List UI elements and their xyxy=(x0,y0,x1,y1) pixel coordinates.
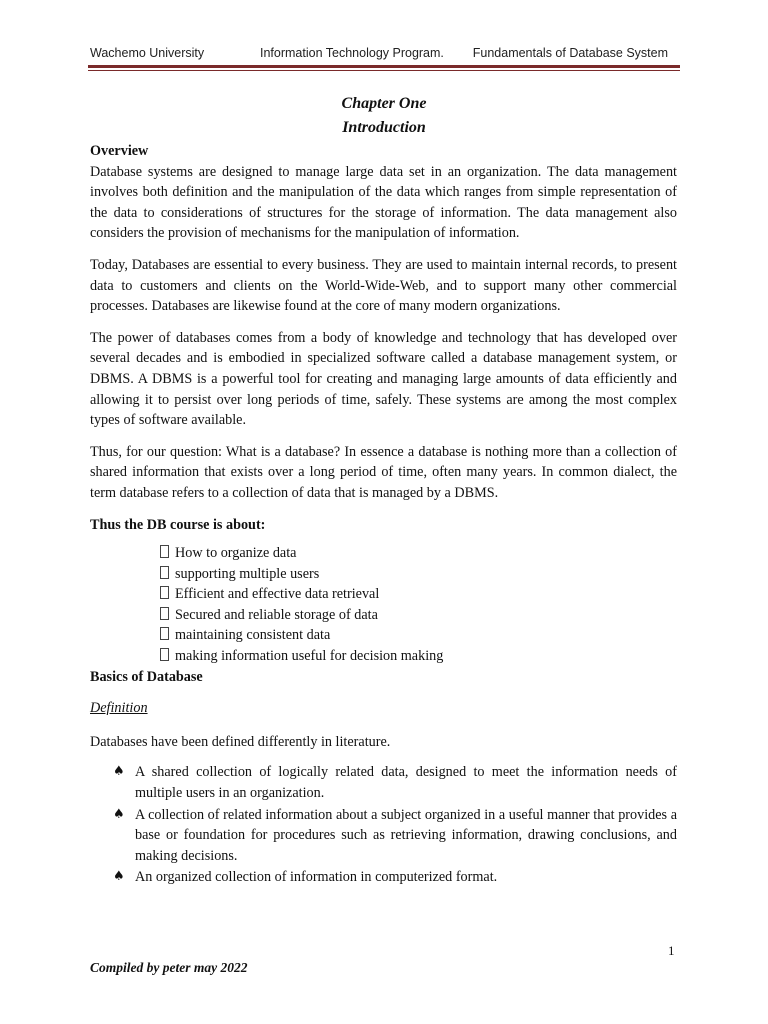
spade-bullet-icon: ♠ xyxy=(113,806,125,822)
topic-text: maintaining consistent data xyxy=(175,627,331,644)
list-item xyxy=(90,762,677,803)
checkbox-glyph-icon xyxy=(160,627,169,640)
checkbox-glyph-icon xyxy=(160,648,169,661)
overview-paragraph-2: Today, Databases are essential to every business. They are used to maintain internal records, to present data to customers and clients on the World-Wide-Web, and to support many other commercial processes. Databases are likewise found at the core of many modern organizations. xyxy=(90,256,677,315)
list-item xyxy=(160,584,677,605)
list-item xyxy=(90,867,677,888)
page-footer: Compiled by peter may 2022 xyxy=(90,960,248,975)
spade-bullet-icon: ♠ xyxy=(113,764,125,780)
overview-paragraph-4: Thus, for our question: What is a database? In essence a database is nothing more than a collection of shared information that exists over a long period of time, often many years. In common dialect, the term database refers to a collection of data that is managed by a DBMS. xyxy=(90,443,677,501)
topic-text: How to organize data xyxy=(175,545,297,562)
definition-text: A collection of related information about a subject organized in a useful manner that provides a base or foundation for procedures such as retrieving information, drawing conclusions, and making decisions. xyxy=(135,806,677,864)
topic-text: supporting multiple users xyxy=(175,565,320,582)
overview-paragraph-1: Database systems are designed to manage large data set in an organization. The data management involves both definition and the manipulation of the data which ranges from simple representation of the data to considerations of structures for the storage of information. The data management also considers the provision of mechanisms for the manipulation of information. xyxy=(90,163,677,242)
header-rule-thin xyxy=(88,70,680,71)
main-content xyxy=(90,141,677,889)
chapter-subtitle: Introduction xyxy=(342,119,426,136)
topic-text: Efficient and effective data retrieval xyxy=(175,586,380,603)
header-program: Information Technology Program. xyxy=(260,46,444,60)
header-rule-thick xyxy=(88,65,680,68)
checkbox-glyph-icon xyxy=(160,586,169,599)
page-header xyxy=(90,46,680,64)
list-item xyxy=(160,625,677,646)
list-item xyxy=(160,605,677,626)
overview-heading: Overview xyxy=(90,143,149,159)
checkbox-glyph-icon xyxy=(160,545,169,558)
list-item xyxy=(160,646,677,667)
course-heading: Thus the DB course is about: xyxy=(90,516,266,533)
definition-heading: Definition xyxy=(90,700,148,717)
definitions-list xyxy=(90,762,677,888)
spade-bullet-icon: ♠ xyxy=(113,869,125,885)
checkbox-glyph-icon xyxy=(160,607,169,620)
overview-paragraph-3: The power of databases comes from a body of knowledge and technology that has developed over several decades and is embodied in specialized software called a database management system, or DBMS. A DBMS is a powerful tool for creating and managing large amounts of data efficiently and allowing it to persist over long periods of time, safely. These systems are among the most complex types of software available. xyxy=(90,329,677,429)
header-course: Fundamentals of Database System xyxy=(472,46,668,60)
list-item xyxy=(90,805,677,867)
list-item xyxy=(160,543,677,564)
definitions-intro: Databases have been defined differently in literature. xyxy=(90,733,391,750)
course-topics-list xyxy=(90,543,677,667)
checkbox-glyph-icon xyxy=(160,566,169,579)
topic-text: Secured and reliable storage of data xyxy=(175,606,378,623)
chapter-title: Chapter One xyxy=(341,95,427,112)
header-university: Wachemo University xyxy=(90,46,205,60)
definition-text: An organized collection of information in computerized format. xyxy=(135,869,498,886)
basics-heading: Basics of Database xyxy=(90,668,203,685)
list-item xyxy=(160,564,677,585)
definition-heading-line xyxy=(90,698,677,719)
topic-text: making information useful for decision making xyxy=(175,648,444,665)
page-number: 1 xyxy=(668,943,675,958)
definition-text: A shared collection of logically related data, designed to meet the information needs of multiple users in an organization. xyxy=(135,764,677,802)
